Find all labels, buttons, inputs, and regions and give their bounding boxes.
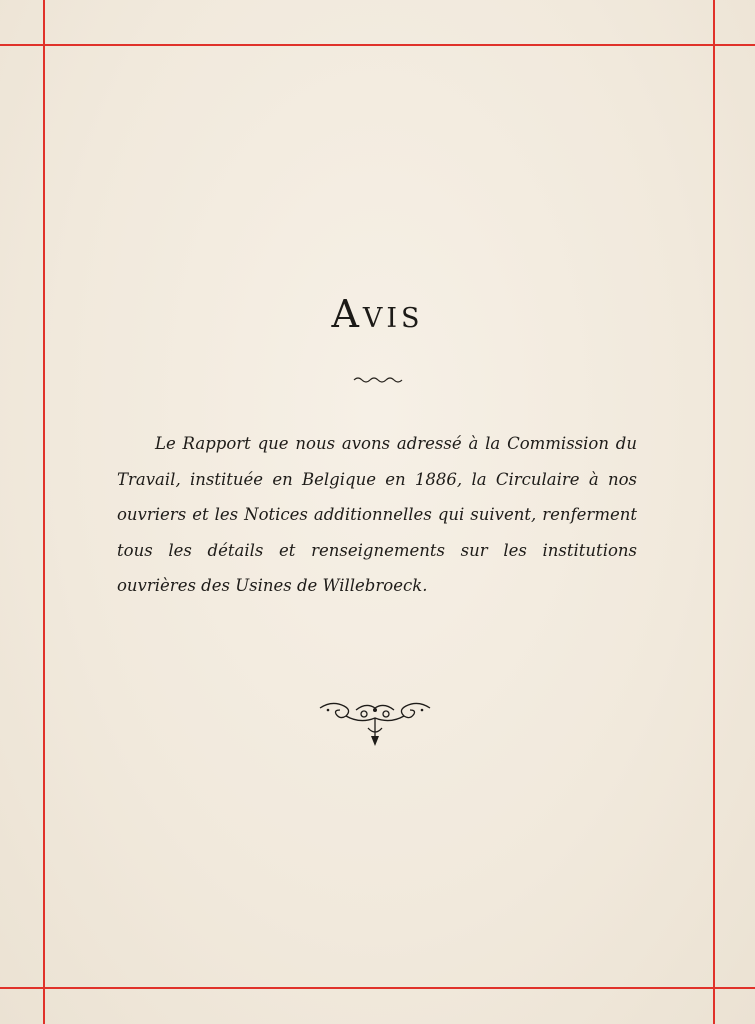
border-rule-left [43, 0, 45, 1024]
scroll-ornament-icon [316, 698, 434, 748]
border-rule-bottom [0, 987, 755, 989]
border-rule-top [0, 44, 755, 46]
border-rule-right [713, 0, 715, 1024]
wavy-line-icon [352, 374, 404, 386]
body-paragraph [117, 426, 637, 604]
page-title: Avis [331, 292, 424, 336]
paragraph-text: Le Rapport que nous avons adressé à la Commission du Travail, instituée en Belgique en 1886, la Circulaire à nos ouvriers et les Notices additionnelles qui suivent, renferment tous les détails et renseignements sur les institutions ouvrières des Usines de Willebroeck. [117, 434, 637, 595]
